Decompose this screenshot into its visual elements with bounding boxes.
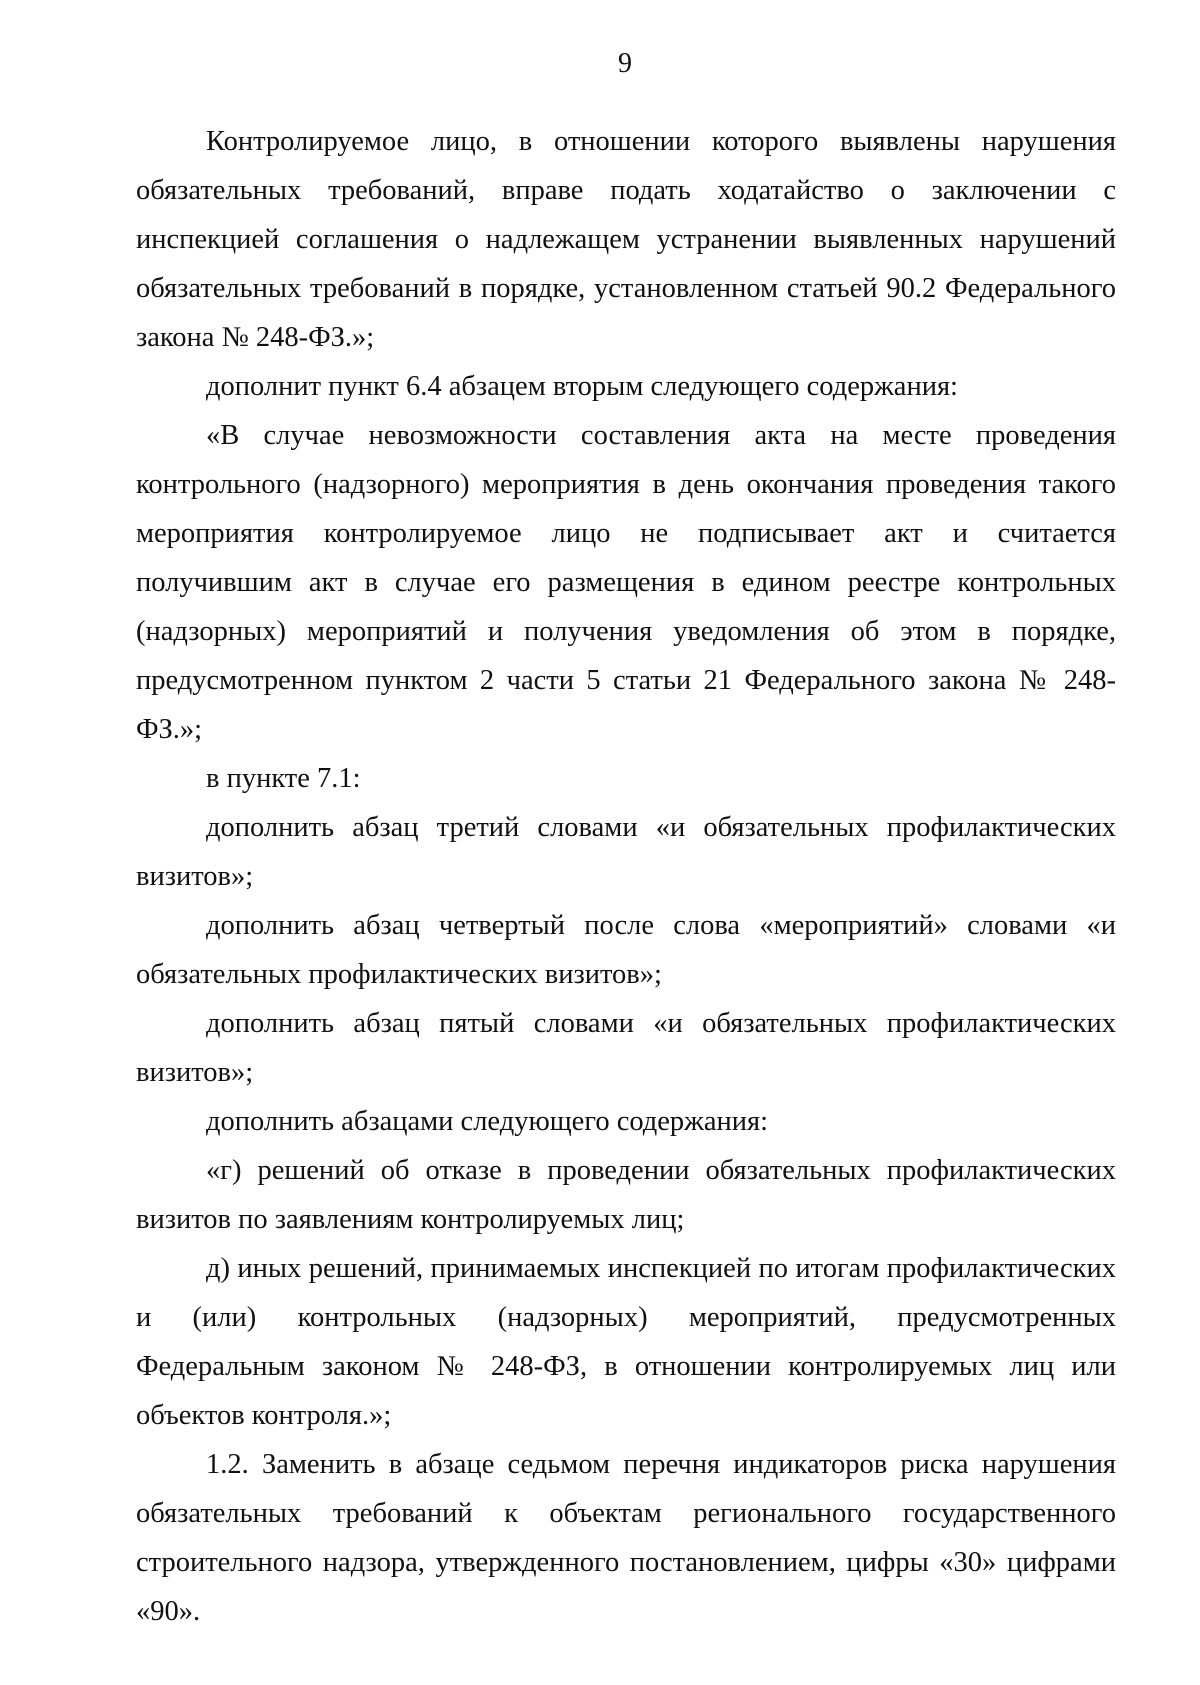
paragraph-point-7-1: в пункте 7.1: bbox=[206, 763, 361, 794]
document-body bbox=[136, 117, 1116, 1636]
paragraph-supplement-third: дополнить абзац третий словами «и обязательных профилактических визитов»; bbox=[136, 812, 1116, 892]
paragraph-supplement-new: дополнить абзацами следующего содержания: bbox=[206, 1106, 769, 1137]
paragraph-item-d: д) иных решений, принимаемых инспекцией по итогам профилактических и (или) контрольных (надзорных) мероприятий, предусмотренных Федеральным законом № 248-ФЗ, в отношении контролируемых лиц или объектов контроля.»; bbox=[136, 1253, 1116, 1431]
paragraph-item-g: «г) решений об отказе в проведении обязательных профилактических визитов по заявлениям контролируемых лиц; bbox=[136, 1155, 1116, 1235]
paragraph-act-drafting-impossibility: «В случае невозможности составления акта на месте проведения контрольного (надзорного) мероприятия в день окончания проведения такого мероприятия контролируемое лицо не подписывает акт и считается получившим акт в случае его размещения в едином реестре контрольных (надзорных) мероприятий и получения уведомления об этом в порядке, предусмотренном пунктом 2 части 5 статьи 21 Федерального закона № 248-ФЗ.»; bbox=[136, 420, 1116, 745]
page-number: 9 bbox=[618, 48, 632, 79]
paragraph-section-1-2: 1.2. Заменить в абзаце седьмом перечня индикаторов риска нарушения обязательных требований к объектам регионального государственного строительного надзора, утвержденного постановлением, цифры «30» цифрами «90». bbox=[136, 1449, 1116, 1627]
paragraph-supplement-6-4: дополнит пункт 6.4 абзацем вторым следующего содержания: bbox=[206, 371, 958, 402]
paragraph-controlled-person-petition: Контролируемое лицо, в отношении которого выявлены нарушения обязательных требований, вправе подать ходатайство о заключении с инспекцией соглашения о надлежащем устранении выявленных нарушений обязательных требований в порядке, установленном статьей 90.2 Федерального закона № 248-ФЗ.»; bbox=[136, 126, 1116, 353]
paragraph-supplement-fourth: дополнить абзац четвертый после слова «мероприятий» словами «и обязательных профилактических визитов»; bbox=[136, 910, 1116, 990]
paragraph-supplement-fifth: дополнить абзац пятый словами «и обязательных профилактических визитов»; bbox=[136, 1008, 1116, 1088]
